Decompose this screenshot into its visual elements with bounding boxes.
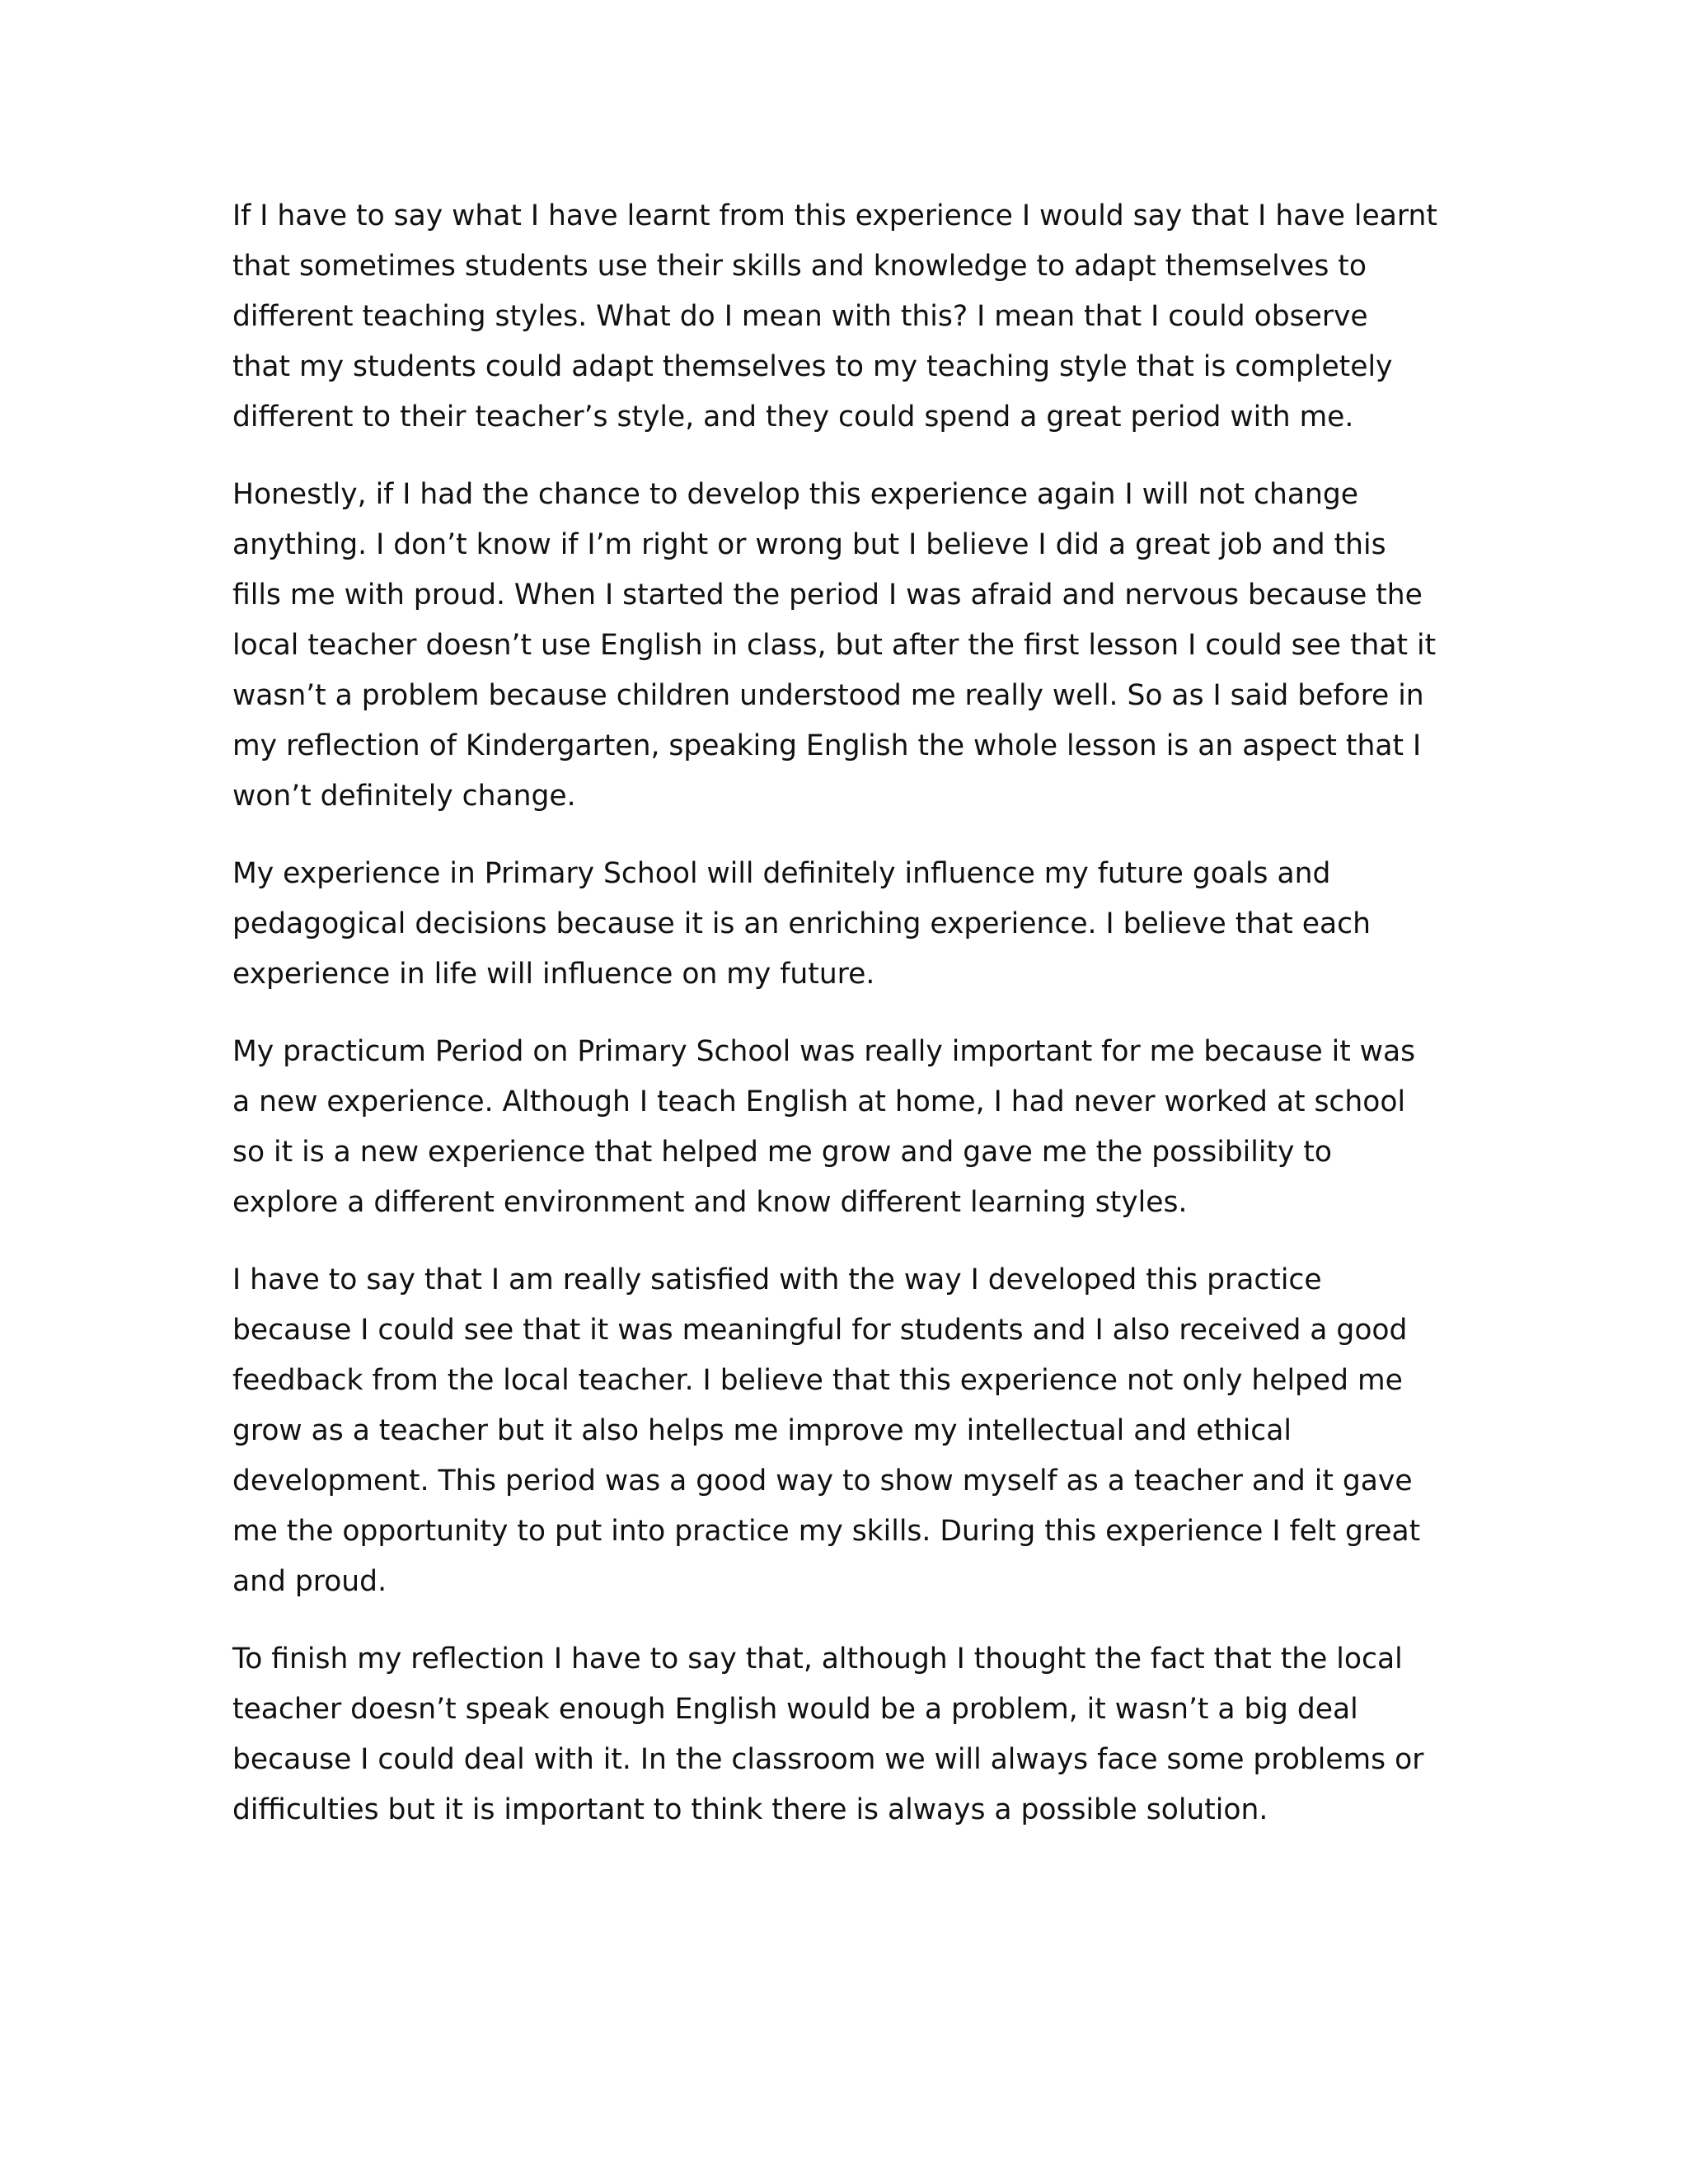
text-line: grow as a teacher but it also helps me improve my intellectual and ethical: [232, 1414, 1292, 1447]
text-line: and proud.: [232, 1565, 387, 1598]
text-line: difficulties but it is important to think there is always a possible solution.: [232, 1793, 1268, 1826]
text-line: different teaching styles. What do I mean with this? I mean that I could observe: [232, 300, 1368, 333]
text-line: teacher doesn’t speak enough English would be a problem, it wasn’t a big deal: [232, 1693, 1358, 1726]
text-line: me the opportunity to put into practice my skills. During this experience I felt great: [232, 1515, 1421, 1548]
text-line: different to their teacher’s style, and they could spend a great period with me.: [232, 401, 1354, 434]
paragraph-changes: [232, 470, 1469, 822]
paragraph-satisfaction: [232, 1255, 1469, 1607]
text-line: To finish my reflection I have to say that, although I thought the fact that the local: [232, 1643, 1403, 1675]
text-line: a new experience. Although I teach English at home, I had never worked at school: [232, 1085, 1406, 1118]
paragraph-conclusion: [232, 1634, 1469, 1835]
text-line: My experience in Primary School will definitely influence my future goals and: [232, 857, 1331, 890]
text-line: anything. I don’t know if I’m right or wrong but I believe I did a great job and this: [232, 528, 1386, 561]
text-line: feedback from the local teacher. I believe that this experience not only helped me: [232, 1364, 1403, 1397]
text-line: wasn’t a problem because children understood me really well. So as I said before in: [232, 679, 1424, 712]
paragraph-learnings: [232, 191, 1469, 443]
text-line: my reflection of Kindergarten, speaking English the whole lesson is an aspect that I: [232, 729, 1422, 762]
text-line: local teacher doesn’t use English in class, but after the first lesson I could see that it: [232, 629, 1437, 662]
text-line: so it is a new experience that helped me grow and gave me the possibility to: [232, 1136, 1332, 1169]
document-body: [232, 191, 1469, 1863]
text-line: because I could see that it was meaningful for students and I also received a good: [232, 1314, 1408, 1347]
text-line: fills me with proud. When I started the period I was afraid and nervous because the: [232, 579, 1423, 612]
paragraph-practicum: [232, 1027, 1469, 1228]
text-line: Honestly, if I had the chance to develop this experience again I will not change: [232, 478, 1359, 511]
text-line: pedagogical decisions because it is an enriching experience. I believe that each: [232, 907, 1371, 940]
text-line: development. This period was a good way to show myself as a teacher and it gave: [232, 1465, 1413, 1497]
text-line: experience in life will influence on my future.: [232, 958, 875, 991]
text-line: that sometimes students use their skills and knowledge to adapt themselves to: [232, 250, 1367, 283]
text-line: If I have to say what I have learnt from this experience I would say that I have learnt: [232, 199, 1437, 232]
text-line: because I could deal with it. In the classroom we will always face some problems or: [232, 1743, 1424, 1776]
paragraph-future-goals: [232, 849, 1469, 1000]
text-line: I have to say that I am really satisfied with the way I developed this practice: [232, 1263, 1322, 1296]
text-line: won’t definitely change.: [232, 780, 576, 813]
text-line: that my students could adapt themselves to my teaching style that is completely: [232, 350, 1393, 383]
text-line: My practicum Period on Primary School was really important for me because it was: [232, 1035, 1416, 1068]
text-line: explore a different environment and know different learning styles.: [232, 1186, 1188, 1219]
